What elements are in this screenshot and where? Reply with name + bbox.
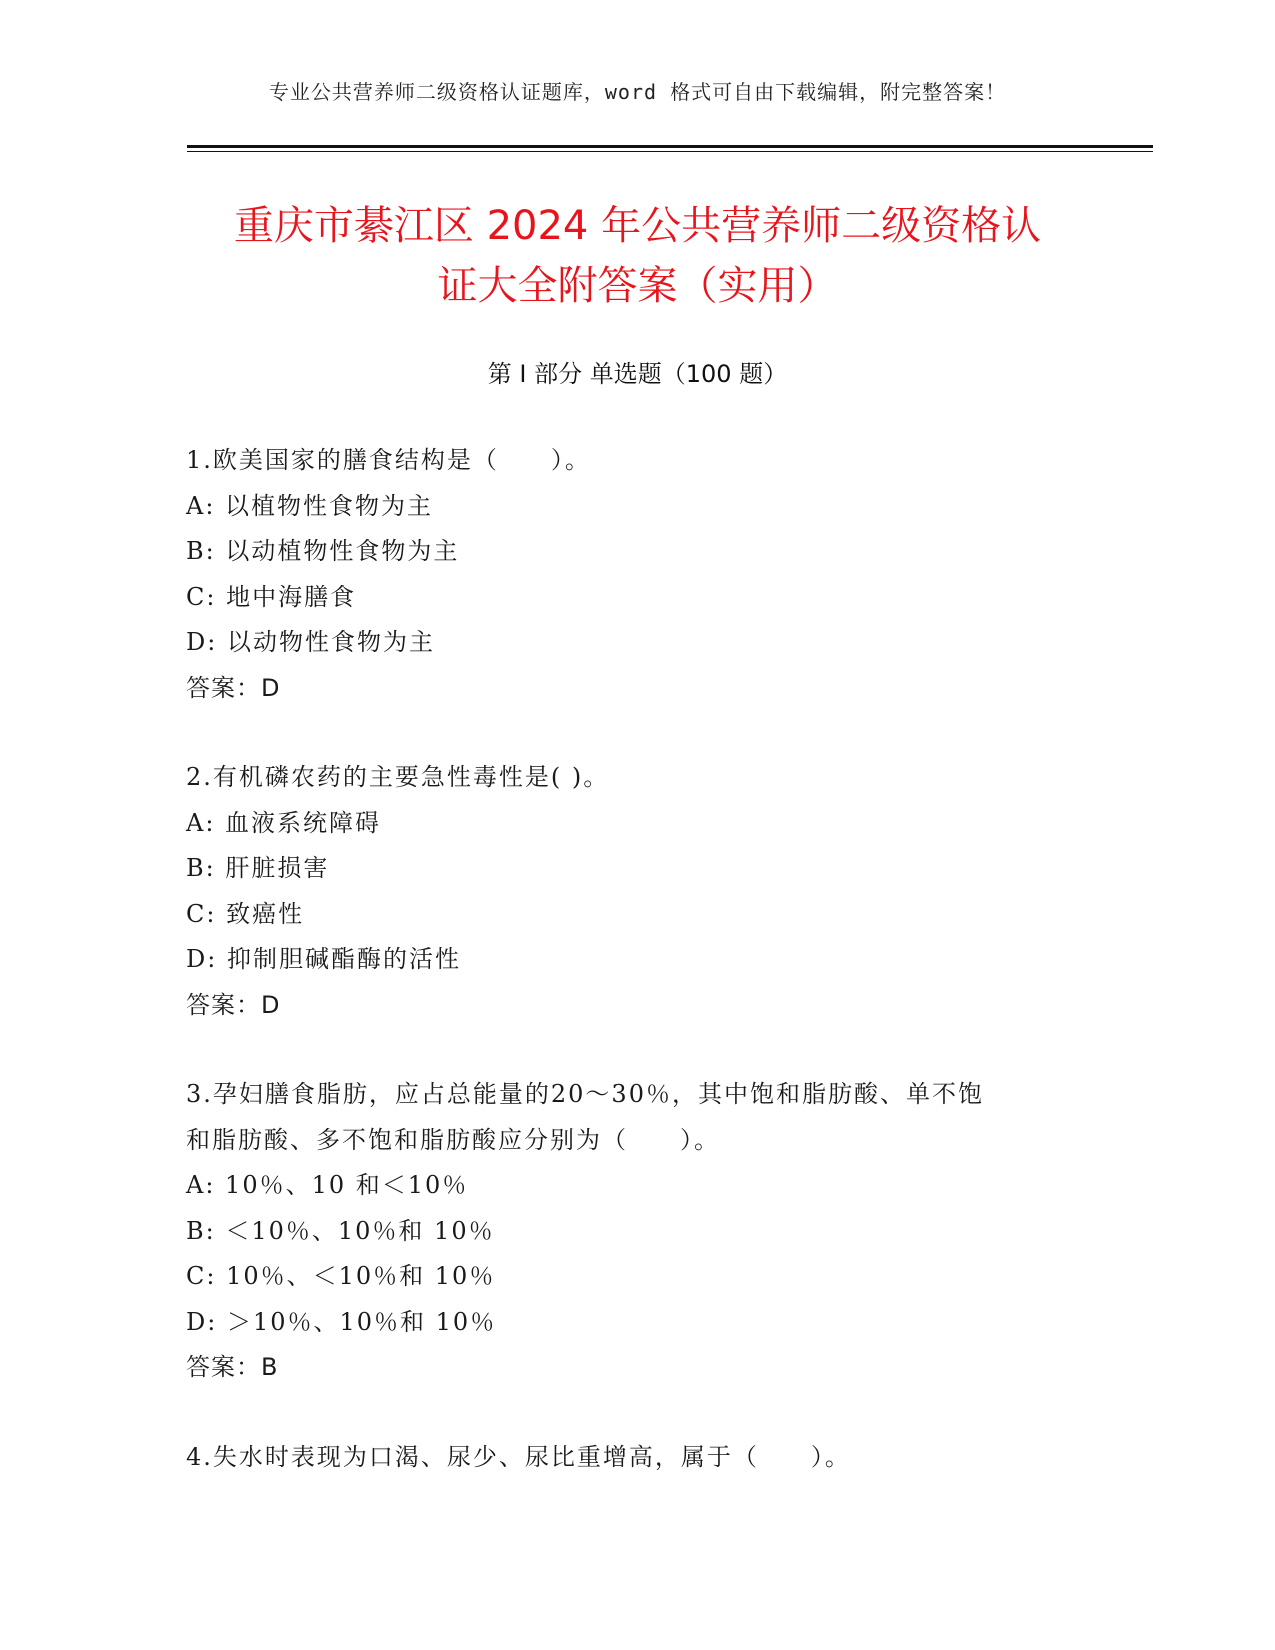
question-stem-line-1: 3.孕妇膳食脂肪，应占总能量的20～30％，其中饱和脂肪酸、单不饱 — [186, 1080, 984, 1108]
option-a: A: 10％、10 和＜10％ — [186, 1171, 469, 1199]
option-a: A: 血液系统障碍 — [186, 808, 382, 837]
option-d: D: ＞10％、10％和 10％ — [186, 1307, 497, 1336]
question-4 — [186, 1435, 1076, 1481]
question-2 — [186, 755, 1076, 1028]
question-stem: 4.失水时表现为口渴、尿少、尿比重增高，属于（ ）。 — [186, 1442, 851, 1471]
header-rule-thin — [187, 151, 1153, 152]
question-stem-line-2: 和脂肪酸、多不饱和脂肪酸应分别为（ ）。 — [186, 1125, 720, 1154]
option-c: C: 地中海膳食 — [186, 582, 357, 611]
header-rule-thick — [187, 145, 1153, 148]
option-b: B: ＜10％、10％和 10％ — [186, 1216, 495, 1245]
option-d: D: 以动物性食物为主 — [186, 628, 435, 656]
option-a: A: 以植物性食物为主 — [186, 491, 434, 520]
question-3 — [186, 1072, 1076, 1391]
document-title — [150, 196, 1125, 316]
option-c: C: 致癌性 — [186, 899, 305, 928]
question-stem: 2.有机磷农药的主要急性毒性是( )。 — [186, 763, 610, 791]
title-line-2: 证大全附答案（实用） — [437, 263, 838, 309]
question-1 — [186, 438, 1076, 711]
question-stem: 1.欧美国家的膳食结构是（ ）。 — [186, 446, 591, 474]
option-b: B: 以动植物性食物为主 — [186, 537, 460, 565]
option-b: B: 肝脏损害 — [186, 854, 330, 882]
header-note: 专业公共营养师二级资格认证题库，word 格式可自由下载编辑，附完整答案！ — [268, 80, 1007, 104]
title-line-1: 重庆市綦江区 2024 年公共营养师二级资格认 — [233, 203, 1042, 249]
option-d: D: 抑制胆碱酯酶的活性 — [186, 945, 461, 973]
answer: 答案：B — [186, 1353, 279, 1381]
answer: 答案：D — [186, 990, 281, 1019]
answer: 答案：D — [186, 673, 281, 702]
section-title: 第 I 部分 单选题（100 题） — [487, 360, 788, 388]
question-list — [186, 438, 1076, 1524]
option-c: C: 10％、＜10％和 10％ — [186, 1262, 496, 1290]
